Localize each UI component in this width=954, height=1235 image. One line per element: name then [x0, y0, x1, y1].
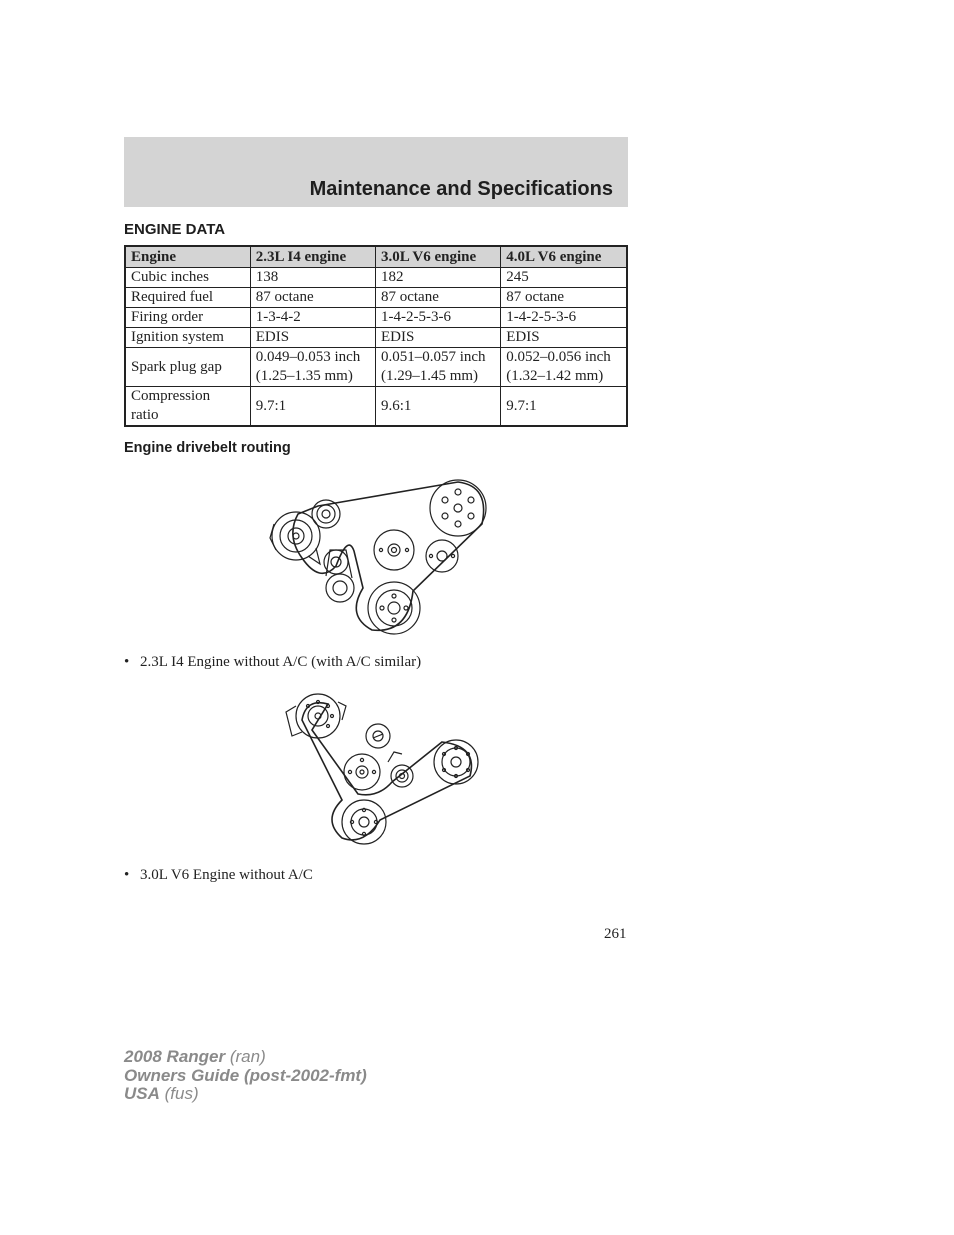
cell-line: 0.052–0.056 inch — [506, 349, 611, 365]
table-row — [125, 308, 627, 328]
belt-diagram-i4 — [268, 476, 490, 638]
cell-line: ratio — [131, 407, 159, 423]
cell-line: (1.29–1.45 mm) — [380, 368, 479, 384]
header-cell: 4.0L V6 engine — [501, 246, 627, 268]
footer-market: USA — [124, 1084, 160, 1103]
header-cell: 2.3L I4 engine — [250, 246, 375, 268]
footer-line — [124, 1085, 367, 1104]
header-cell: Engine — [125, 246, 250, 268]
header-cell: 3.0L V6 engine — [375, 246, 500, 268]
table-row — [125, 387, 627, 427]
table-cell: Firing order — [125, 308, 250, 328]
section-header-band — [124, 137, 628, 207]
table-cell — [375, 348, 500, 387]
table-cell: 138 — [250, 268, 375, 288]
footer-line — [124, 1048, 367, 1067]
bullet-dot: • — [124, 654, 130, 670]
cell-line: (1.25–1.35 mm) — [255, 368, 353, 384]
footer-model: 2008 Ranger — [124, 1047, 226, 1066]
table-cell: 182 — [375, 268, 500, 288]
drivebelt-title: Engine drivebelt routing — [124, 440, 291, 456]
table-cell: Spark plug gap — [125, 348, 250, 387]
cell-line: Compression — [131, 388, 211, 404]
table-row — [125, 288, 627, 308]
table-cell: EDIS — [250, 328, 375, 348]
table-cell: Ignition system — [125, 328, 250, 348]
table-cell: 1-4-2-5-3-6 — [501, 308, 627, 328]
footer-info — [124, 1048, 367, 1104]
table-cell: EDIS — [501, 328, 627, 348]
header-title: Maintenance and Specifications — [309, 178, 613, 200]
footer-guide: Owners Guide (post-2002-fmt) — [124, 1065, 367, 1085]
table-cell: Cubic inches — [125, 268, 250, 288]
table-row — [125, 348, 627, 387]
table-cell: 87 octane — [501, 288, 627, 308]
belt-diagram-v6 — [282, 690, 480, 848]
caption-text: 3.0L V6 Engine without A/C — [140, 867, 313, 883]
page-number: 261 — [604, 926, 627, 942]
table-header-row — [125, 246, 627, 268]
table-cell — [125, 387, 250, 427]
footer-line — [124, 1067, 367, 1086]
caption-i4 — [124, 654, 421, 671]
table-cell: 1-4-2-5-3-6 — [375, 308, 500, 328]
table-cell: EDIS — [375, 328, 500, 348]
table-cell — [250, 348, 375, 387]
table-cell: 245 — [501, 268, 627, 288]
table-cell: 87 octane — [375, 288, 500, 308]
table-cell: Required fuel — [125, 288, 250, 308]
cell-line: 0.049–0.053 inch — [255, 349, 361, 365]
caption-text: 2.3L I4 Engine without A/C (with A/C similar) — [140, 654, 422, 670]
table-cell: 87 octane — [250, 288, 375, 308]
footer-code: (ran) — [229, 1047, 266, 1066]
cell-line: 0.051–0.057 inch — [380, 349, 486, 365]
table-cell — [501, 348, 627, 387]
table-cell: 9.7:1 — [501, 387, 627, 427]
cell-line: (1.32–1.42 mm) — [506, 368, 604, 384]
footer-market-code: (fus) — [164, 1084, 199, 1103]
table-row — [125, 328, 627, 348]
section-title: ENGINE DATA — [124, 221, 226, 238]
table-row — [125, 268, 627, 288]
caption-v6 — [124, 867, 313, 884]
engine-data-table — [124, 245, 628, 427]
bullet-dot: • — [124, 867, 130, 883]
table-cell: 1-3-4-2 — [250, 308, 375, 328]
table-cell: 9.6:1 — [375, 387, 500, 427]
table-cell: 9.7:1 — [250, 387, 375, 427]
